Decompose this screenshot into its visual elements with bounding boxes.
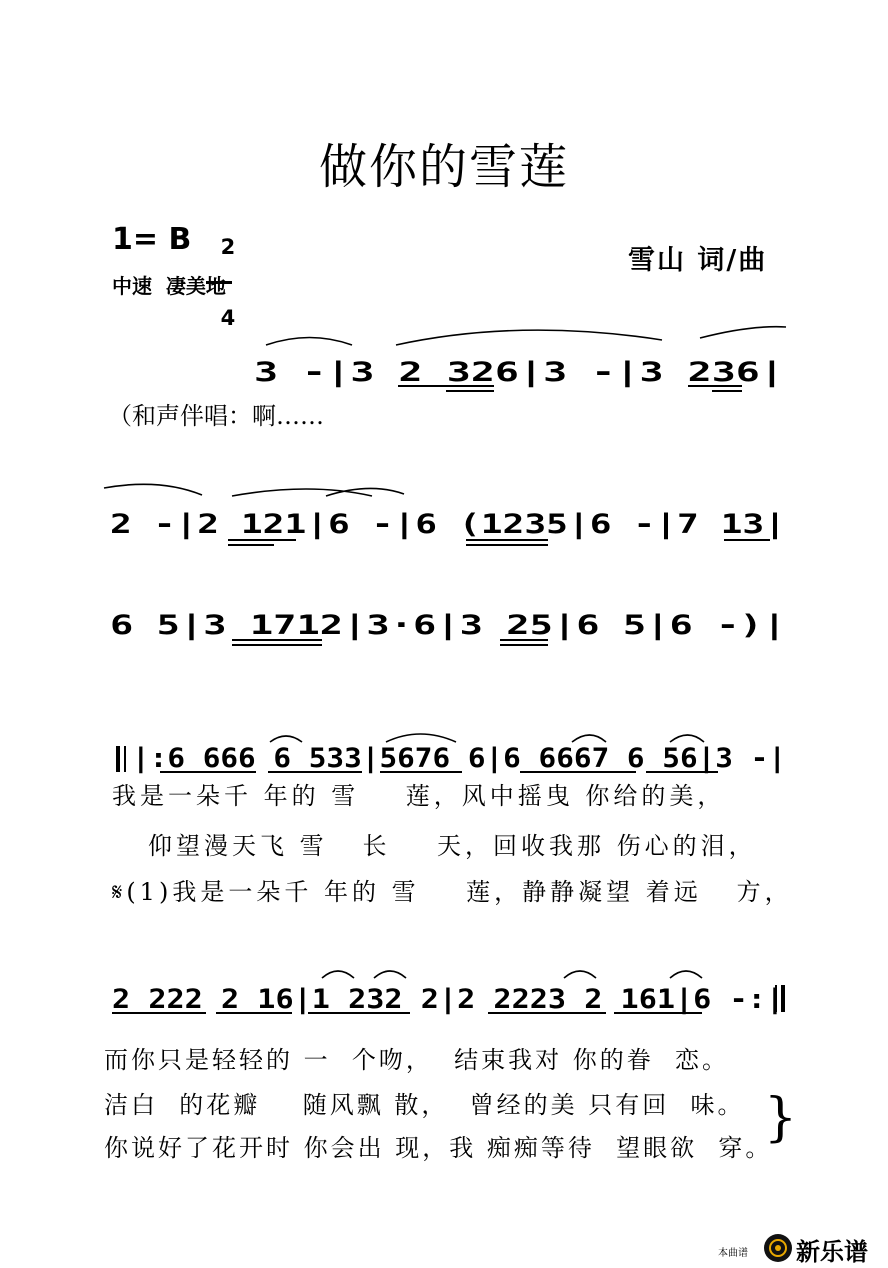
lyric-line-1: 我是一朵千 年的 雪 莲，风中摇曳 你给的美， — [112, 782, 726, 810]
footnote-text: 本曲谱 — [718, 1248, 748, 1259]
score-row-2: 2 -|2 121|6 -|6 (1235|6 -|7 13| — [110, 509, 786, 540]
meter-bottom: 4 — [220, 306, 236, 330]
lyric-line-5: 洁白 的花瓣 随风飘 散， 曾经的美 只有回 味。 — [104, 1091, 745, 1119]
score-row-3: 6 5|3 1712|3·6|3 25|6 5|6 -)| — [110, 610, 786, 641]
lyric-line-2: 仰望漫天飞 雪 长 天，回收我那 伤心的泪， — [148, 832, 757, 860]
beam-lines — [112, 386, 770, 1013]
vinyl-record-icon — [763, 1233, 793, 1263]
lyric-line-6: 你说好了花开时 你会出 现，我 痴痴等待 望眼欲 穿。 — [104, 1134, 773, 1162]
brand-logo[interactable]: 新乐谱 — [796, 1238, 868, 1266]
start-repeat-bar — [118, 746, 125, 772]
tempo-marking: 中速 凄美地 — [112, 274, 226, 298]
score-row-5: 2 222 2 16|1 232 2|2 2223 2 161|6 -:| — [112, 984, 784, 1015]
author-credit: 雪山 词/曲 — [628, 245, 768, 276]
key-signature: 1= B — [112, 222, 192, 257]
song-title: 做你的雪莲 — [318, 139, 569, 195]
verse-brace: } — [764, 1088, 798, 1148]
score-row-4: |:6 666 6 533|5676 6|6 6667 6 56|3 -| — [132, 743, 786, 774]
score-row-1: 3 -|3 2 326|3 -|3 236| — [254, 357, 784, 388]
lyric-line-3: 𝄋(1)我是一朵千 年的 雪 莲，静静凝望 着远 方， — [112, 878, 793, 906]
lyric-line-4: 而你只是轻轻的 一 个吻， 结束我对 你的眷 恋。 — [104, 1046, 730, 1074]
meter-top: 2 — [220, 235, 236, 259]
harmony-text: （和声伴唱：啊…… — [108, 402, 324, 430]
